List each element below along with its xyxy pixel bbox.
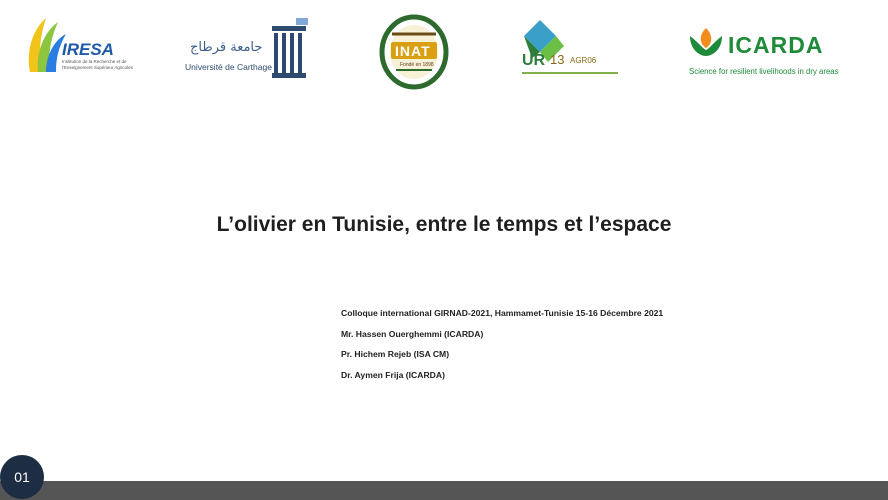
iresa-tagline-2: l'Enseignement Supérieur Agricoles (62, 65, 133, 70)
inat-name: INAT (395, 43, 431, 59)
icarda-logo (688, 26, 854, 78)
inat-logo (378, 12, 450, 90)
presentation-info (341, 306, 663, 388)
ur-code: AGR06 (570, 56, 597, 65)
info-line-author-2: Pr. Hichem Rejeb (ISA CM) (341, 349, 450, 360)
inat-founded: Fondé en 1898 (400, 62, 434, 68)
info-line-author-1: Mr. Hassen Ouerghemmi (ICARDA) (341, 328, 484, 339)
footer-bar (0, 481, 888, 500)
icarda-name: ICARDA (728, 32, 824, 58)
carthage-columns-icon (270, 18, 310, 84)
icarda-leaf-icon (688, 26, 724, 58)
ur13-logo (518, 18, 622, 82)
iresa-tagline-1: Institution de la Recherche et de (62, 59, 127, 64)
iresa-name: IRESA (62, 40, 114, 59)
info-line-author-3: Dr. Aymen Frija (ICARDA) (341, 369, 445, 380)
page-number: 01 (0, 455, 44, 499)
icarda-tagline: Science for resilient livelihoods in dry areas (689, 67, 839, 76)
iresa-logo (22, 12, 140, 78)
ur-name: UR (522, 52, 546, 69)
carthage-arabic: جامعة قرطاج (190, 40, 263, 55)
carthage-logo (182, 18, 314, 84)
slide-title: L’olivier en Tunisie, entre le temps et l’espace (216, 213, 672, 236)
carthage-name: Université de Carthage (185, 62, 272, 72)
ur-divider (522, 72, 618, 74)
info-line-colloque: Colloque international GIRNAD-2021, Hammamet-Tunisie 15-16 Décembre 2021 (341, 308, 664, 318)
ur-number: 13 (550, 52, 565, 67)
